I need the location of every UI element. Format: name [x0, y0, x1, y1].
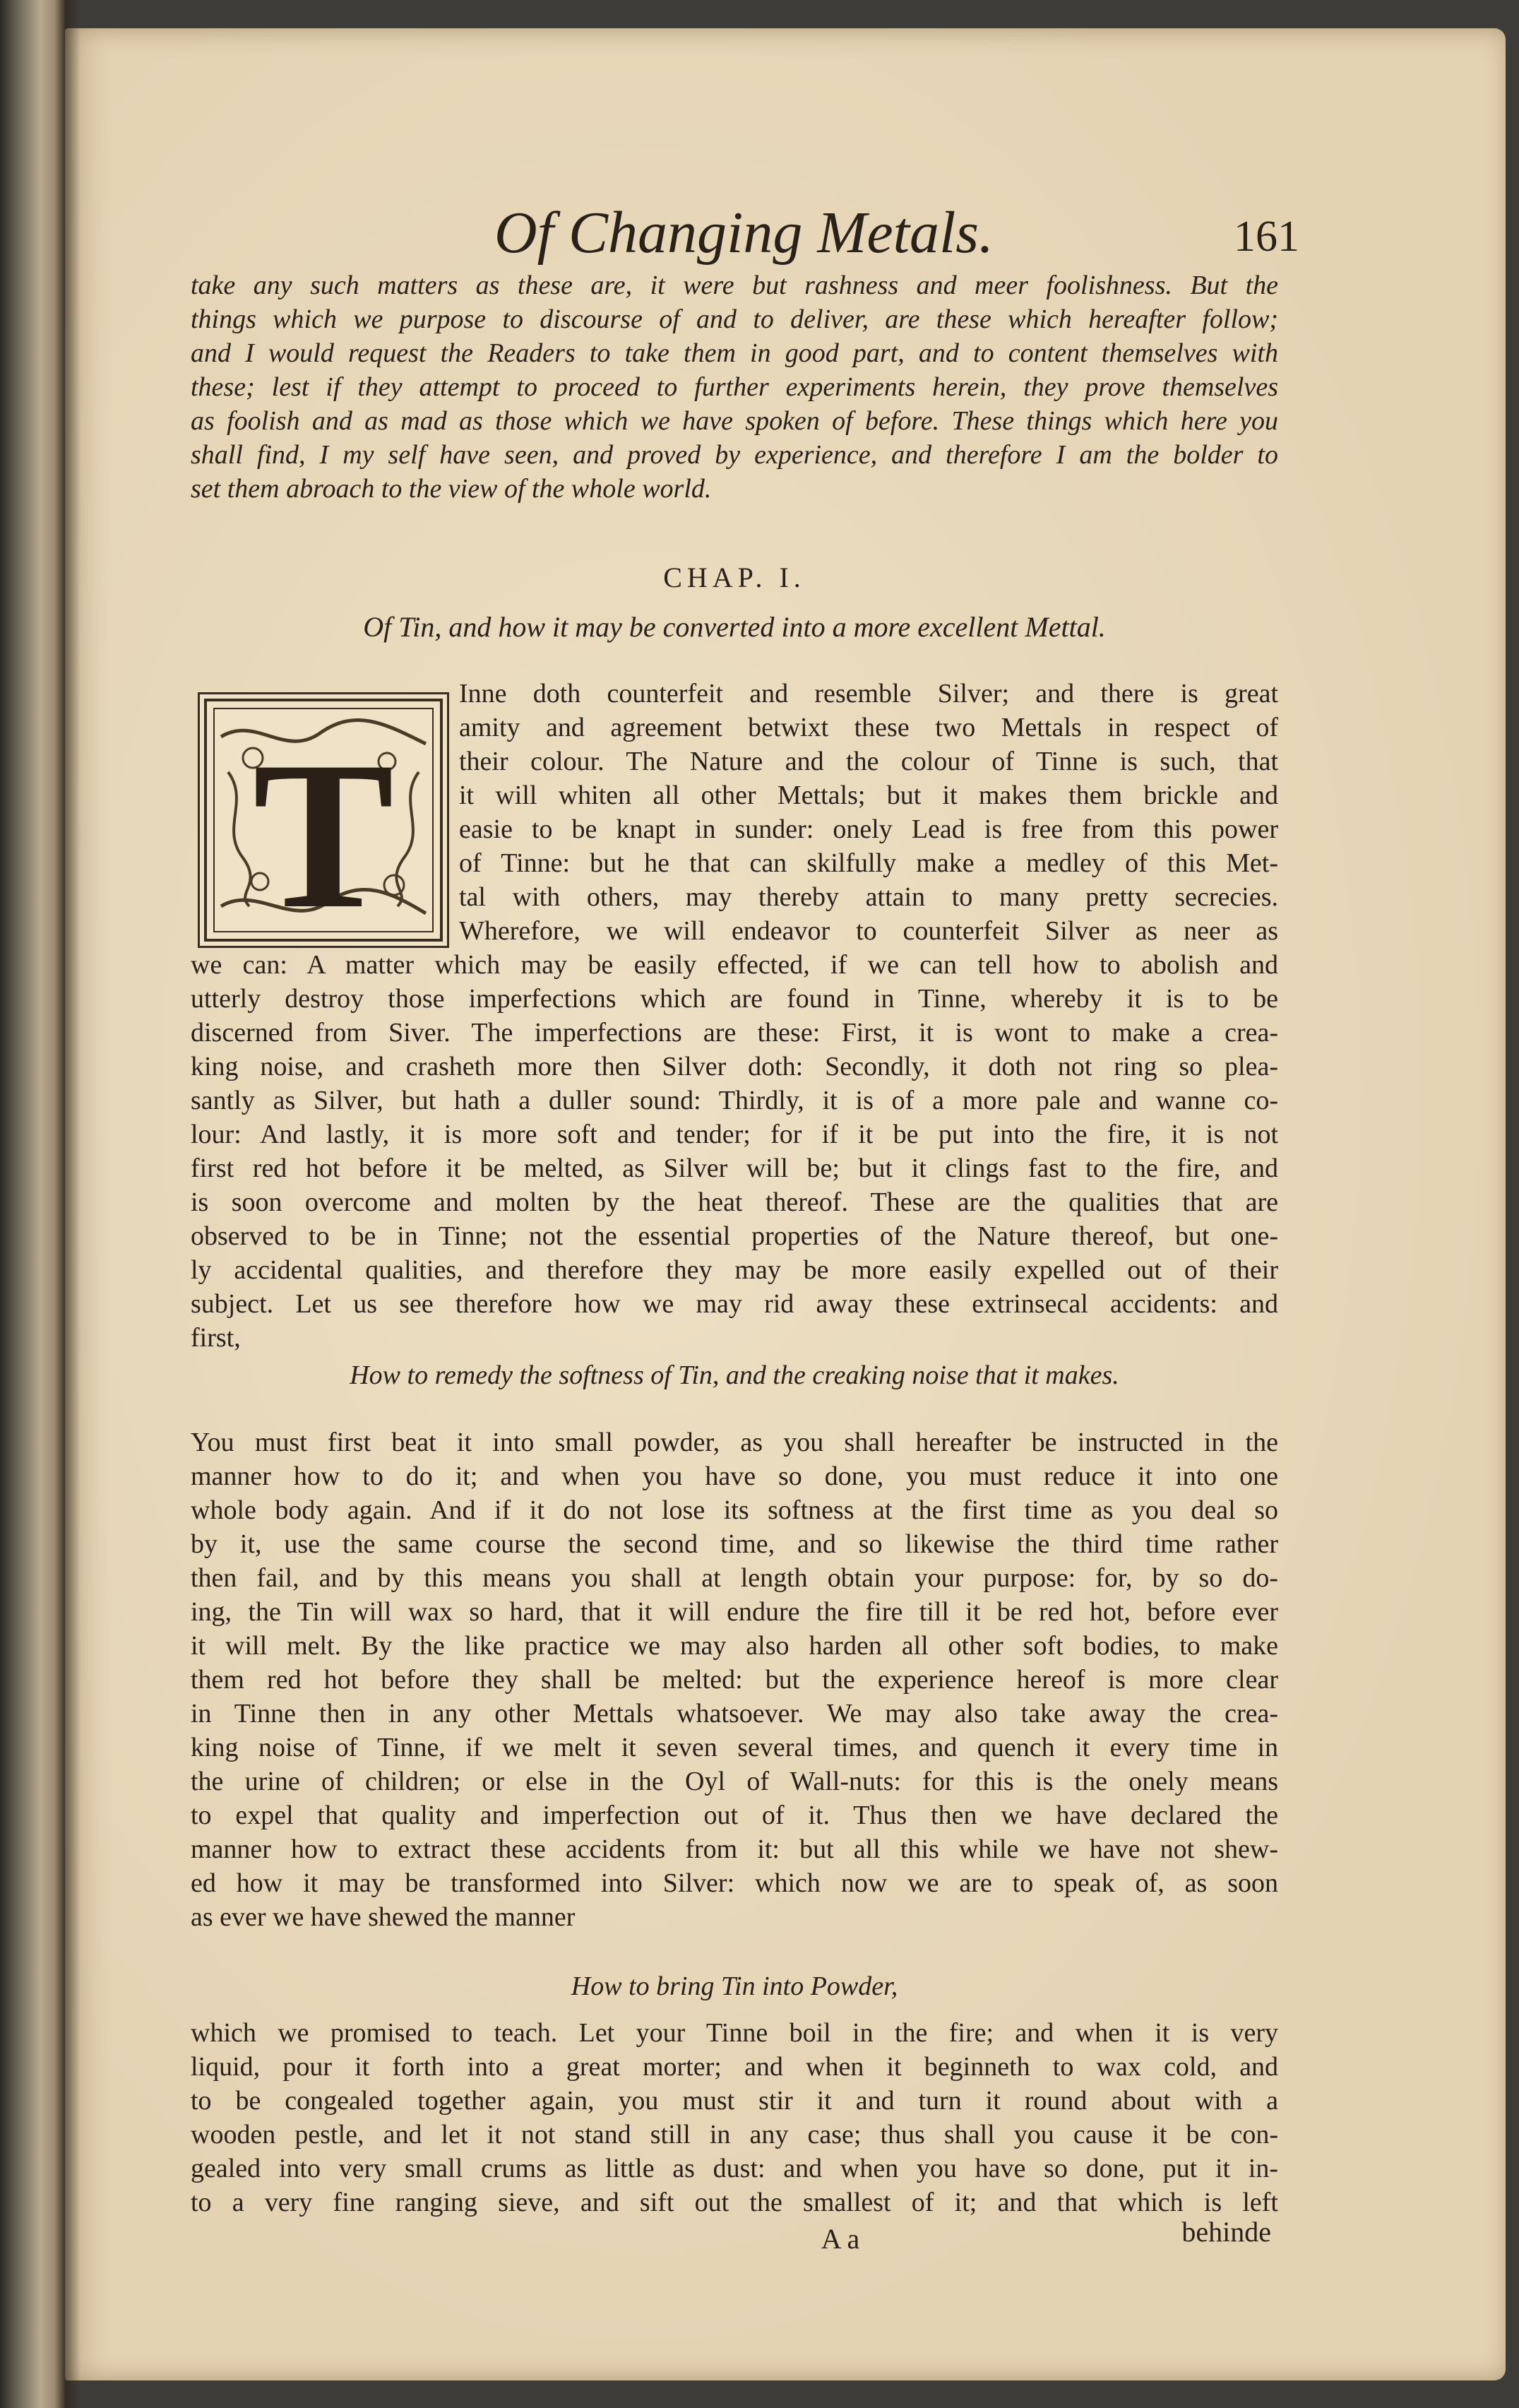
text-line: ly accidental qualities, and therefore they may be more easily expelled out of their — [191, 1255, 1278, 1285]
text-line: You must first beat it into small powder, as you shall hereafter be instructed in the — [191, 1428, 1278, 1457]
text-line: shall find, I my self have seen, and proved by experience, and therefore I am the bolder to — [191, 440, 1278, 470]
text-line: things which we purpose to discourse of and to deliver, are these which hereafter follow; — [191, 304, 1278, 334]
page-number: 161 — [1234, 213, 1299, 261]
text-line: set them abroach to the view of the whole world. — [191, 474, 712, 504]
text-line: we can: A matter which may be easily effected, if we can tell how to abolish and — [191, 950, 1278, 980]
text-line: observed to be in Tinne; not the essential properties of the Nature thereof, but one- — [191, 1221, 1278, 1251]
text-line: it will melt. By the like practice we may also harden all other soft bodies, to make — [191, 1631, 1278, 1661]
text-line: Wherefore, we will endeavor to counterfeit Silver as neer as — [459, 916, 1278, 946]
text-line: first, — [191, 1323, 241, 1353]
paragraph-continued — [191, 948, 1278, 1355]
text-line: their colour. The Nature and the colour of Tinne is such, that — [459, 747, 1278, 776]
subheading-powder: How to bring Tin into Powder, — [571, 1971, 898, 2001]
text-line: wooden pestle, and let it not stand still in any case; thus shall you cause it be con- — [191, 2120, 1278, 2149]
text-line: is soon overcome and molten by the heat thereof. These are the qualities that are — [191, 1187, 1278, 1217]
catchword: behinde — [1181, 2216, 1271, 2248]
text-line: ing, the Tin will wax so hard, that it will endure the fire till it be red hot, before ever — [191, 1597, 1278, 1627]
chapter-title: Of Tin, and how it may be converted into a more excellent Mettal. — [363, 611, 1106, 643]
text-line: tal with others, may thereby attain to many pretty secrecies. — [459, 882, 1278, 912]
text-line: as ever we have shewed the manner — [191, 1902, 576, 1932]
text-line: utterly destroy those imperfections which are found in Tinne, whereby it is to be — [191, 984, 1278, 1014]
section-powder — [191, 2016, 1278, 2219]
book-gutter-shadow — [65, 0, 81, 2408]
text-line: the urine of children; or else in the Oyl of Wall-nuts: for this is the onely means — [191, 1767, 1278, 1796]
text-line: as foolish and as mad as those which we have spoken of before. These things which here you — [191, 406, 1278, 436]
text-line: easie to be knapt in sunder: onely Lead is free from this power — [459, 814, 1278, 844]
text-line: and I would request the Readers to take them in good part, and to content themselves with — [191, 338, 1278, 368]
text-line: take any such matters as these are, it were but rashness and meer foolishness. But the — [191, 271, 1278, 300]
text-line: discerned from Siver. The imperfections are these: First, it is wont to make a crea- — [191, 1018, 1278, 1048]
text-line: of Tinne: but he that can skilfully make a medley of this Met- — [459, 848, 1278, 878]
text-line: manner how to extract these accidents from it: but all this while we have not shew- — [191, 1834, 1278, 1864]
text-line: subject. Let us see therefore how we may rid away these extrinsecal accidents: and — [191, 1289, 1278, 1319]
text-line: to a very fine ranging sieve, and sift out the smallest of it; and that which is left — [191, 2188, 1278, 2217]
text-line: by it, use the same course the second time, and so likewise the third time rather — [191, 1529, 1278, 1559]
subheading-softness: How to remedy the softness of Tin, and the creaking noise that it makes. — [350, 1360, 1119, 1390]
text-line: in Tinne then in any other Mettals whatsoever. We may also take away the crea- — [191, 1699, 1278, 1728]
decorated-initial-icon — [198, 692, 449, 948]
text-line: king noise of Tinne, if we melt it seven several times, and quench it every time in — [191, 1733, 1278, 1762]
signature-mark: A a — [821, 2223, 860, 2255]
text-line: Inne doth counterfeit and resemble Silver; and there is great — [459, 679, 1278, 708]
text-line: lour: And lastly, it is more soft and tender; for if it be put into the fire, it is not — [191, 1120, 1278, 1149]
text-line: king noise, and crasheth more then Silver doth: Secondly, it doth not ring so plea- — [191, 1052, 1278, 1081]
text-line: them red hot before they shall be melted: but the experience hereof is more clear — [191, 1665, 1278, 1695]
text-line: these; lest if they attempt to proceed to further experiments herein, they prove themselves — [191, 372, 1278, 402]
text-line: santly as Silver, but hath a duller sound: Thirdly, it is of a more pale and wanne co- — [191, 1086, 1278, 1115]
text-line: gealed into very small crums as little as dust: and when you have so done, put it in- — [191, 2154, 1278, 2183]
text-line: whole body again. And if it do not lose its softness at the first time as you deal so — [191, 1495, 1278, 1525]
running-head-title: Of Changing Metals. — [494, 200, 994, 266]
text-line: to expel that quality and imperfection out of it. Thus then we have declared the — [191, 1801, 1278, 1830]
paragraph-beside-initial — [459, 677, 1278, 948]
text-line: first red hot before it be melted, as Silver will be; but it clings fast to the fire, and — [191, 1153, 1278, 1183]
intro-paragraph — [191, 268, 1278, 506]
text-line: amity and agreement betwixt these two Mettals in respect of — [459, 713, 1278, 742]
text-line: it will whiten all other Mettals; but it makes them brickle and — [459, 781, 1278, 810]
text-line: which we promised to teach. Let your Tinne boil in the fire; and when it is very — [191, 2018, 1278, 2048]
facing-page-edge — [0, 0, 65, 2408]
initial-letter: T — [252, 718, 395, 946]
section-softness — [191, 1425, 1278, 1934]
text-line: manner how to do it; and when you have so done, you must reduce it into one — [191, 1461, 1278, 1491]
text-line: then fail, and by this means you shall at length obtain your purpose: for, by so do- — [191, 1563, 1278, 1593]
text-line: ed how it may be transformed into Silver: which now we are to speak of, as soon — [191, 1868, 1278, 1898]
text-line: liquid, pour it forth into a great morter; and when it beginneth to wax cold, and — [191, 2052, 1278, 2082]
text-line: to be congealed together again, you must stir it and turn it round about with a — [191, 2086, 1278, 2116]
chapter-label: CHAP. I. — [663, 562, 806, 593]
